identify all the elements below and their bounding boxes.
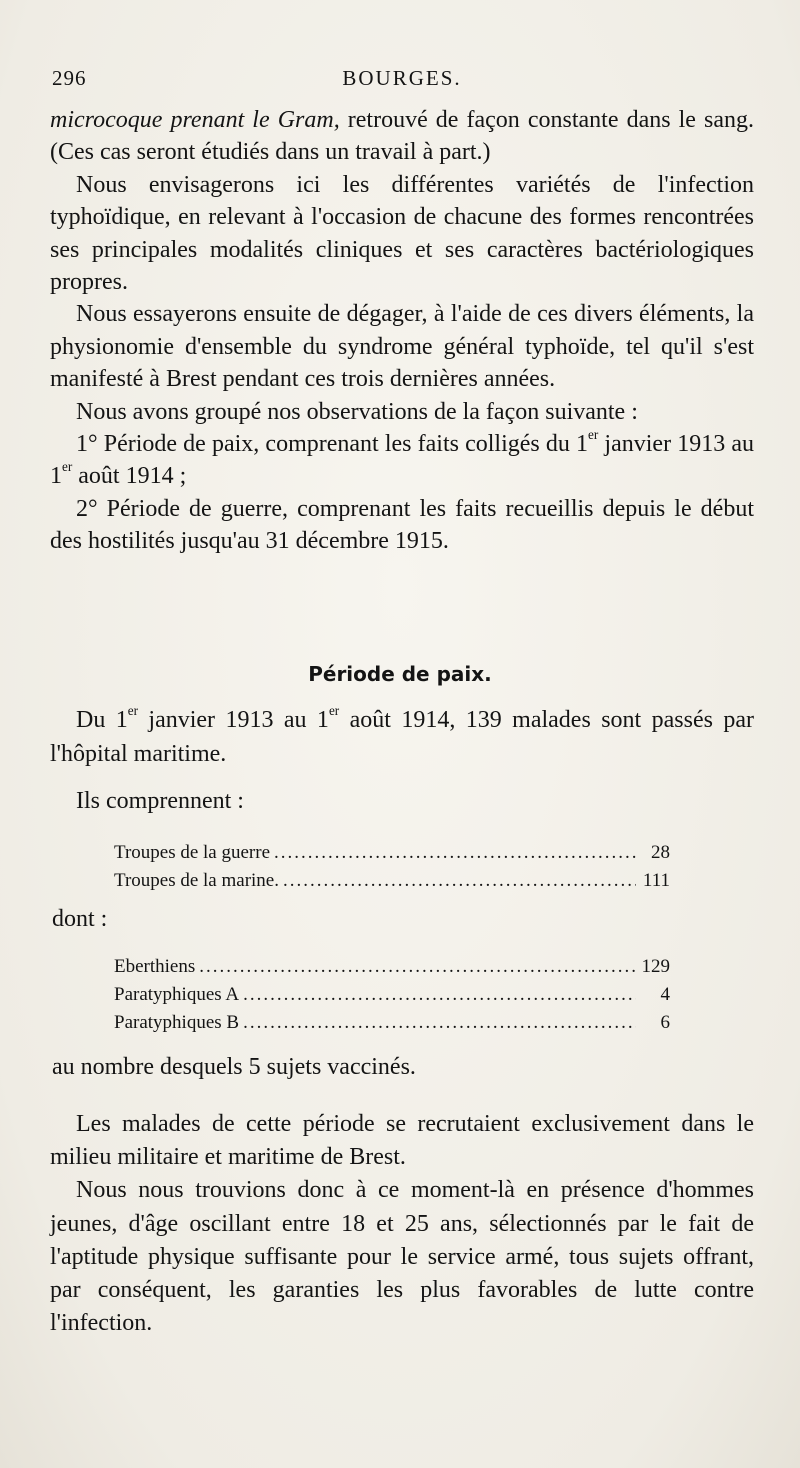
section-title: Période de paix. — [308, 662, 492, 686]
paragraph-8: Les malades de cette période se recrutaient exclusivement dans le milieu militaire et maritime de Brest. — [50, 1111, 754, 1171]
italic-phrase: microcoque prenant le Gram, — [50, 107, 340, 133]
page-header — [52, 66, 752, 96]
paragraph-3: Nous essayerons ensuite de dégager, à l'aide de ces divers éléments, la physionomie d'ensemble du syndrome général typhoïde, tel qu'il s'est manifesté à Brest pendant ces trois dernières années. — [50, 301, 754, 393]
period-summary — [50, 703, 754, 771]
types-list — [114, 956, 670, 1040]
vaccinated-note: au nombre desquels 5 sujets vaccinés. — [52, 1054, 416, 1080]
running-head: BOURGES. — [342, 66, 462, 90]
closing-text — [50, 1108, 754, 1340]
troops-list — [114, 842, 670, 898]
paragraph-1: microcoque prenant le Gram, retrouvé de façon constante dans le sang. (Ces cas seront étudiés dans un travail à part.) — [50, 107, 755, 166]
list-item: Paratyphiques A ..... 4 — [114, 984, 670, 1012]
paragraph-6: 2° Période de guerre, comprenant les faits recueillis depuis le début des hostilités jusqu'au 31 décembre 1915. — [50, 495, 754, 555]
page-number: 296 — [52, 66, 87, 90]
paragraph-9: Nous nous trouvions donc à ce moment-là en présence d'hommes jeunes, d'âge oscillant entre 18 et 25 ans, sélectionnés par le fait de l'aptitude physique suffisante pour le service armé, tous sujets offrant, par conséquent, les garanties les plus favorables de lutte contre l'infection. — [50, 1177, 754, 1337]
list-item: Eberthiens ..... 129 — [114, 956, 670, 984]
list-item: Paratyphiques B ..... 6 — [114, 1012, 670, 1040]
paragraph-4: Nous avons groupé nos observations de la façon suivante : — [76, 398, 638, 425]
list-intro: Ils comprennent : — [76, 788, 244, 814]
intro-text — [50, 104, 754, 558]
paragraph-5: 1° Période de paix, comprenant les faits colligés du 1er janvier 1913 au 1er août 1914 ; — [50, 427, 754, 490]
paragraph-7: Du 1er janvier 1913 au 1er août 1914, 139 malades sont passés par l'hôpital maritime. — [50, 703, 754, 767]
dont-label: dont : — [52, 906, 108, 932]
paragraph-2: Nous envisagerons ici les différentes variétés de l'infection typhoïdique, en relevant à l'occasion de chacune des formes rencontrées ses principales modalités cliniques et ses caractères bactériologiques propres. — [50, 171, 754, 296]
list-item: Troupes de la guerre ..... 28 — [114, 842, 670, 870]
list-item: Troupes de la marine. ..... 111 — [114, 870, 670, 898]
